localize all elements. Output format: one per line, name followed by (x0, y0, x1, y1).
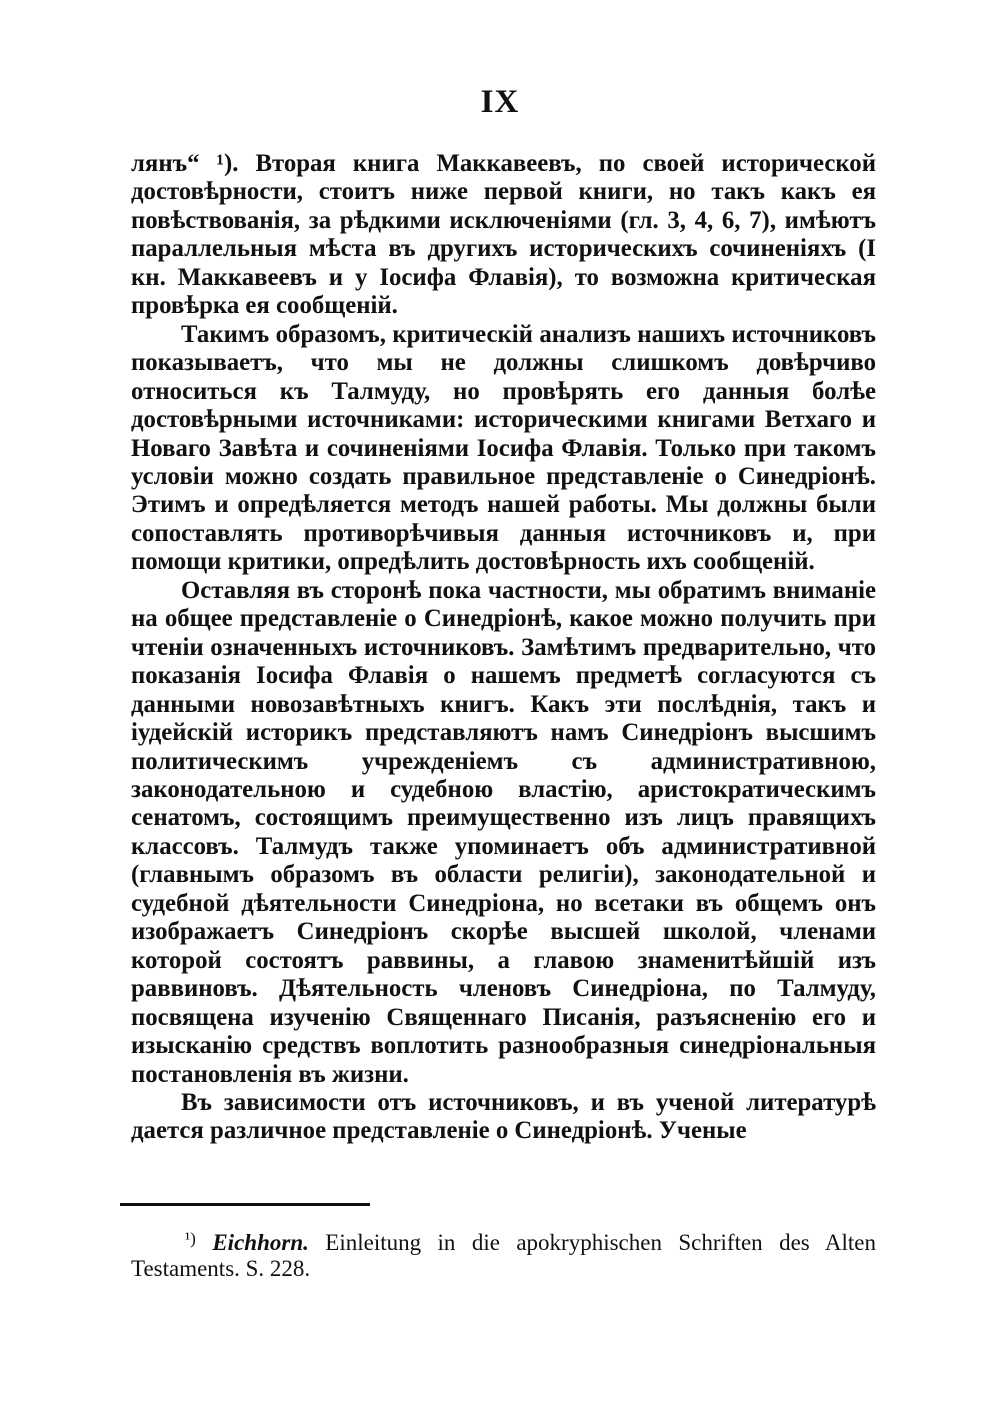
footnote-marker: ¹) (185, 1229, 196, 1248)
footnote (131, 1226, 876, 1282)
page-number: IX (480, 84, 520, 120)
body-text (131, 150, 876, 1146)
paragraph-4: Въ зависимости отъ источниковъ, и въ ученой литературѣ дается различное представленіе о Синедріонѣ. Ученые (131, 1088, 876, 1145)
paragraph-1: лянъ“ ¹). Вторая книга Маккавеевъ, по своей исторической достовѣрности, стоитъ ниже первой книги, но такъ какъ ея повѣствованія, за рѣдкими исключеніями (гл. 3, 4, 6, 7), имѣютъ параллельныя мѣста въ другихъ историческихъ сочиненіяхъ (I кн. Маккавеевъ и у Іосифа Флавія), то возможна критическая провѣрка ея сообщеній. (131, 150, 876, 320)
footnote-author: Eichhorn. (212, 1230, 309, 1256)
paragraph-3: Оставляя въ сторонѣ пока частности, мы обратимъ вниманіе на общее представленіе о Синедріонѣ, какое можно получить при чтеніи означенныхъ источниковъ. Замѣтимъ предварительно, что показанія Іосифа Флавія о нашемъ предметѣ согласуются съ данными новозавѣтныхъ книгъ. Какъ эти послѣднія, такъ и іудейскій историкъ представляютъ намъ Синедріонъ высшимъ политическимъ учрежденіемъ съ административною, законодательною и судебною властію, аристократическимъ сенатомъ, состоящимъ преимущественно изъ лицъ правящихъ классовъ. Талмудъ также упоминаетъ объ административной (главнымъ образомъ въ области религіи), законодательной и судебной дѣятельности Синедріона, но всетаки въ общемъ онъ изображаетъ Синедріонъ скорѣе высшей школой, членами которой состоятъ раввины, а главою знаменитѣйшій изъ раввиновъ. Дѣятельность членовъ Синедріона, по Талмуду, посвящена изученію Священнаго Писанія, разъясненію его и изысканію средствъ воплотить разнообразныя синедріональныя постановленія въ жизни. (131, 576, 876, 1088)
footnote-text: Einleitung in die apokryphischen Schriften des Alten Testaments. S. 228. (131, 1230, 876, 1282)
footnote-divider (120, 1203, 370, 1206)
paragraph-2: Такимъ образомъ, критическій анализъ нашихъ источниковъ показываетъ, что мы не должны слишкомъ довѣрчиво относиться къ Талмуду, но провѣрять его данныя болѣе достовѣрными источниками: историческими книгами Ветхаго и Новаго Завѣта и сочиненіями Іосифа Флавія. Только при такомъ условіи можно создать правильное представленіе о Синедріонѣ. Этимъ и опредѣляется методъ нашей работы. Мы должны были сопоставлять противорѣчивыя данныя источниковъ и, при помощи критики, опредѣлить достовѣрность ихъ сообщеній. (131, 320, 876, 576)
